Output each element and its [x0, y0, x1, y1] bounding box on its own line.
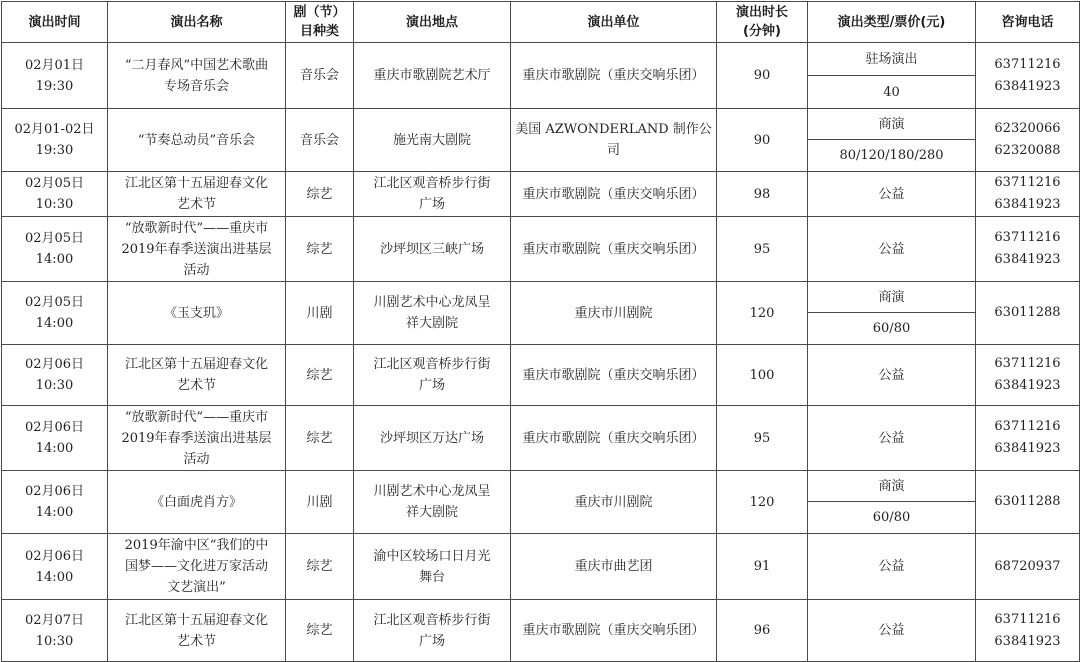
time-line: 14:00 [35, 505, 74, 520]
time-line: 19:30 [35, 78, 74, 94]
table-row [2, 406, 1080, 471]
name-line: 文艺演出” [167, 580, 226, 595]
column-header-label: 演出名称 [170, 14, 223, 30]
phone-number: 63841923 [994, 378, 1061, 393]
name-line: 艺术节 [176, 378, 216, 393]
performance-name-cell [108, 43, 286, 109]
performance-time-cell [2, 282, 108, 345]
column-header-phone [976, 2, 1080, 43]
organizer-line: 重庆市歌剧院（重庆交响乐团） [522, 241, 705, 257]
ticket-type-cell: 商演 [808, 471, 976, 502]
venue-line: 舞台 [418, 569, 445, 585]
phone-number: 63841923 [994, 441, 1061, 456]
performance-genre-cell [286, 600, 354, 662]
performance-organizer-cell [511, 600, 717, 662]
name-line: 《玉支玑》 [163, 305, 229, 321]
performance-organizer-cell [511, 534, 717, 600]
column-header-org [511, 2, 717, 43]
performance-duration-cell: 98 [717, 172, 808, 217]
performance-duration-cell: 90 [717, 109, 808, 172]
column-header-label: 演出类型/票价(元) [837, 14, 946, 30]
ticket-price-cell: 60/80 [808, 502, 976, 534]
name-line: “二月春风”中国艺术歌曲 [124, 57, 269, 73]
performance-time-cell [2, 600, 108, 662]
contact-phone-cell [976, 600, 1080, 662]
name-line: “放歌新时代”——重庆市 [124, 409, 269, 425]
contact-phone-cell [976, 471, 1080, 534]
name-line: 2019年春季送演出进基层 [121, 241, 272, 257]
genre-line: 综艺 [306, 430, 333, 446]
ticket-type-cell: 公益 [808, 217, 976, 282]
time-line: 02月05日 [24, 231, 85, 246]
venue-line: 川剧艺术中心龙凤呈 [373, 295, 491, 310]
time-line: 10:30 [35, 197, 74, 212]
name-line: 《白面虎肖方》 [150, 494, 242, 510]
table-row [2, 471, 1080, 502]
organizer-line: 重庆市曲艺团 [574, 559, 653, 574]
venue-line: 江北区观音桥步行街 [373, 612, 491, 628]
table-row [2, 534, 1080, 600]
ticket-type-cell: 商演 [808, 282, 976, 313]
time-line: 02月01日 [24, 57, 85, 73]
contact-phone-cell [976, 217, 1080, 282]
genre-line: 综艺 [306, 559, 333, 574]
performance-duration-cell: 120 [717, 471, 808, 534]
time-line: 02月06日 [24, 484, 85, 499]
contact-phone-cell [976, 282, 1080, 345]
venue-line: 沙坪坝区万达广场 [379, 430, 484, 446]
phone-number: 63711216 [994, 356, 1061, 371]
genre-line: 川剧 [306, 305, 333, 321]
performance-duration-cell: 95 [717, 406, 808, 471]
performance-genre-cell [286, 172, 354, 217]
performance-venue-cell [354, 345, 511, 406]
ticket-type-cell: 商演 [808, 109, 976, 140]
phone-number: 63011288 [994, 494, 1061, 509]
ticket-type-cell: 公益 [808, 345, 976, 406]
column-header-time [2, 2, 108, 43]
organizer-line: 重庆市歌剧院（重庆交响乐团） [522, 623, 705, 638]
name-line: 专场音乐会 [163, 78, 229, 94]
time-line: 14:00 [35, 441, 74, 456]
venue-line: 施光南大剧院 [392, 132, 471, 148]
performance-duration-cell: 120 [717, 282, 808, 345]
genre-line: 音乐会 [299, 132, 339, 148]
name-line: 江北区第十五届迎春文化 [124, 176, 268, 191]
time-line: 10:30 [35, 633, 74, 649]
name-line: “放歌新时代”——重庆市 [124, 220, 269, 236]
performance-organizer-cell [511, 217, 717, 282]
time-line: 10:30 [35, 378, 74, 393]
performance-name-cell [108, 600, 286, 662]
contact-phone-cell [976, 406, 1080, 471]
table-row [2, 282, 1080, 313]
venue-line: 广场 [418, 197, 445, 212]
performance-genre-cell [286, 406, 354, 471]
performance-venue-cell [354, 109, 511, 172]
table-row [2, 345, 1080, 406]
performance-venue-cell [354, 172, 511, 217]
performance-time-cell [2, 471, 108, 534]
phone-number: 63841923 [994, 633, 1061, 649]
table-row [2, 43, 1080, 76]
ticket-type-cell: 驻场演出 [808, 43, 976, 76]
performance-time-cell [2, 534, 108, 600]
performance-venue-cell [354, 600, 511, 662]
performance-name-cell [108, 172, 286, 217]
column-header-label: 演出时间 [28, 14, 81, 30]
name-line: 国梦——文化进万家活动 [124, 559, 268, 574]
column-header-name [108, 2, 286, 43]
performance-venue-cell [354, 471, 511, 534]
ticket-type-cell: 公益 [808, 600, 976, 662]
performance-organizer-cell [511, 471, 717, 534]
name-line: 艺术节 [176, 633, 216, 649]
column-header-label: 咨询电话 [1001, 14, 1054, 30]
venue-line: 渝中区较场口日月光 [373, 548, 491, 564]
genre-line: 综艺 [306, 623, 333, 638]
performance-time-cell [2, 172, 108, 217]
time-line: 02月06日 [24, 548, 85, 564]
performance-venue-cell [354, 406, 511, 471]
performance-organizer-cell [511, 345, 717, 406]
phone-number: 63711216 [994, 419, 1061, 434]
performance-genre-cell [286, 43, 354, 109]
ticket-price-cell: 40 [808, 76, 976, 109]
name-line: 江北区第十五届迎春文化 [124, 612, 268, 628]
column-header-label: 演出时长 [735, 5, 788, 20]
performance-genre-cell [286, 282, 354, 345]
performance-genre-cell [286, 471, 354, 534]
name-line: 2019年春季送演出进基层 [121, 430, 272, 446]
name-line: “节奏总动员”音乐会 [137, 132, 256, 148]
table-row [2, 172, 1080, 217]
performance-venue-cell [354, 534, 511, 600]
performance-venue-cell [354, 282, 511, 345]
organizer-line: 重庆市歌剧院（重庆交响乐团） [522, 367, 705, 383]
organizer-line: 重庆市川剧院 [574, 305, 653, 321]
phone-number: 68720937 [994, 558, 1061, 574]
performance-name-cell [108, 217, 286, 282]
contact-phone-cell [976, 534, 1080, 600]
performance-organizer-cell [511, 282, 717, 345]
ticket-type-cell: 公益 [808, 534, 976, 600]
contact-phone-cell [976, 345, 1080, 406]
time-line: 02月06日 [24, 420, 85, 435]
venue-line: 川剧艺术中心龙凤呈 [373, 484, 491, 499]
genre-line: 川剧 [306, 494, 333, 510]
venue-line: 广场 [418, 378, 445, 393]
performance-organizer-cell [511, 406, 717, 471]
genre-line: 综艺 [306, 186, 333, 202]
time-line: 02月05日 [24, 176, 85, 191]
performance-duration-cell: 91 [717, 534, 808, 600]
performance-duration-cell: 100 [717, 345, 808, 406]
genre-line: 音乐会 [299, 68, 339, 83]
performance-organizer-cell [511, 172, 717, 217]
table-row [2, 217, 1080, 282]
performance-venue-cell [354, 43, 511, 109]
header-row [2, 2, 1080, 43]
table-row [2, 600, 1080, 662]
column-header-label: 剧（节） [293, 5, 346, 20]
performance-genre-cell [286, 534, 354, 600]
name-line: 活动 [183, 262, 210, 278]
performance-time-cell [2, 345, 108, 406]
column-header-label: 演出单位 [587, 14, 640, 30]
table-body [2, 43, 1080, 662]
performance-name-cell [108, 109, 286, 172]
performance-name-cell [108, 406, 286, 471]
performance-organizer-cell [511, 109, 717, 172]
organizer-line: 重庆市川剧院 [574, 494, 653, 510]
performance-time-cell [2, 406, 108, 471]
column-header-label: 演出地点 [405, 14, 458, 30]
phone-number: 63711216 [994, 611, 1061, 627]
performance-duration-cell: 90 [717, 43, 808, 109]
phone-number: 62320066 [994, 121, 1061, 136]
performance-schedule-table [1, 1, 1080, 662]
phone-number: 63711216 [994, 56, 1061, 72]
time-line: 02月06日 [24, 357, 85, 372]
phone-number: 63711216 [994, 230, 1061, 245]
time-line: 14:00 [35, 569, 74, 585]
column-header-label: (分钟) [743, 24, 781, 39]
column-header-label: 目种类 [299, 24, 339, 39]
organizer-line: 重庆市歌剧院（重庆交响乐团） [522, 430, 705, 446]
performance-organizer-cell [511, 43, 717, 109]
column-header-ticket [808, 2, 976, 43]
performance-genre-cell [286, 345, 354, 406]
genre-line: 综艺 [306, 367, 333, 383]
time-line: 14:00 [35, 316, 74, 331]
name-line: 江北区第十五届迎春文化 [124, 357, 268, 372]
phone-number: 62320088 [994, 143, 1061, 158]
performance-genre-cell [286, 217, 354, 282]
performance-duration-cell: 96 [717, 600, 808, 662]
ticket-price-cell: 80/120/180/280 [808, 140, 976, 172]
performance-name-cell [108, 282, 286, 345]
name-line: 2019年渝中区“我们的中 [124, 538, 269, 553]
time-line: 19:30 [35, 143, 74, 158]
venue-line: 江北区观音桥步行街 [373, 176, 491, 191]
venue-line: 江北区观音桥步行街 [373, 357, 491, 372]
contact-phone-cell [976, 43, 1080, 109]
performance-time-cell [2, 109, 108, 172]
ticket-price-cell: 60/80 [808, 313, 976, 345]
phone-number: 63841923 [994, 197, 1061, 212]
column-header-duration [717, 2, 808, 43]
organizer-line: 美国 AZWONDERLAND 制作公司 [515, 122, 712, 158]
ticket-type-cell: 公益 [808, 172, 976, 217]
ticket-type-cell: 公益 [808, 406, 976, 471]
performance-name-cell [108, 471, 286, 534]
performance-name-cell [108, 345, 286, 406]
performance-time-cell [2, 43, 108, 109]
contact-phone-cell [976, 109, 1080, 172]
venue-line: 祥大剧院 [405, 505, 458, 520]
performance-name-cell [108, 534, 286, 600]
genre-line: 综艺 [306, 241, 333, 257]
performance-time-cell [2, 217, 108, 282]
phone-number: 63841923 [994, 78, 1061, 94]
time-line: 02月05日 [24, 295, 85, 310]
venue-line: 广场 [418, 633, 445, 649]
venue-line: 沙坪坝区三峡广场 [379, 241, 484, 257]
phone-number: 63841923 [994, 252, 1061, 267]
performance-duration-cell: 95 [717, 217, 808, 282]
venue-line: 祥大剧院 [405, 316, 458, 331]
column-header-genre [286, 2, 354, 43]
name-line: 活动 [183, 451, 210, 467]
name-line: 艺术节 [176, 197, 216, 212]
column-header-venue [354, 2, 511, 43]
phone-number: 63011288 [994, 305, 1061, 320]
venue-line: 重庆市歌剧院艺术厅 [373, 68, 491, 83]
performance-venue-cell [354, 217, 511, 282]
time-line: 02月07日 [24, 612, 85, 628]
organizer-line: 重庆市歌剧院（重庆交响乐团） [522, 68, 705, 83]
performance-genre-cell [286, 109, 354, 172]
time-line: 02月01-02日 [14, 122, 95, 137]
table-row [2, 109, 1080, 140]
phone-number: 63711216 [994, 175, 1061, 190]
time-line: 14:00 [35, 252, 74, 267]
contact-phone-cell [976, 172, 1080, 217]
organizer-line: 重庆市歌剧院（重庆交响乐团） [522, 186, 705, 202]
